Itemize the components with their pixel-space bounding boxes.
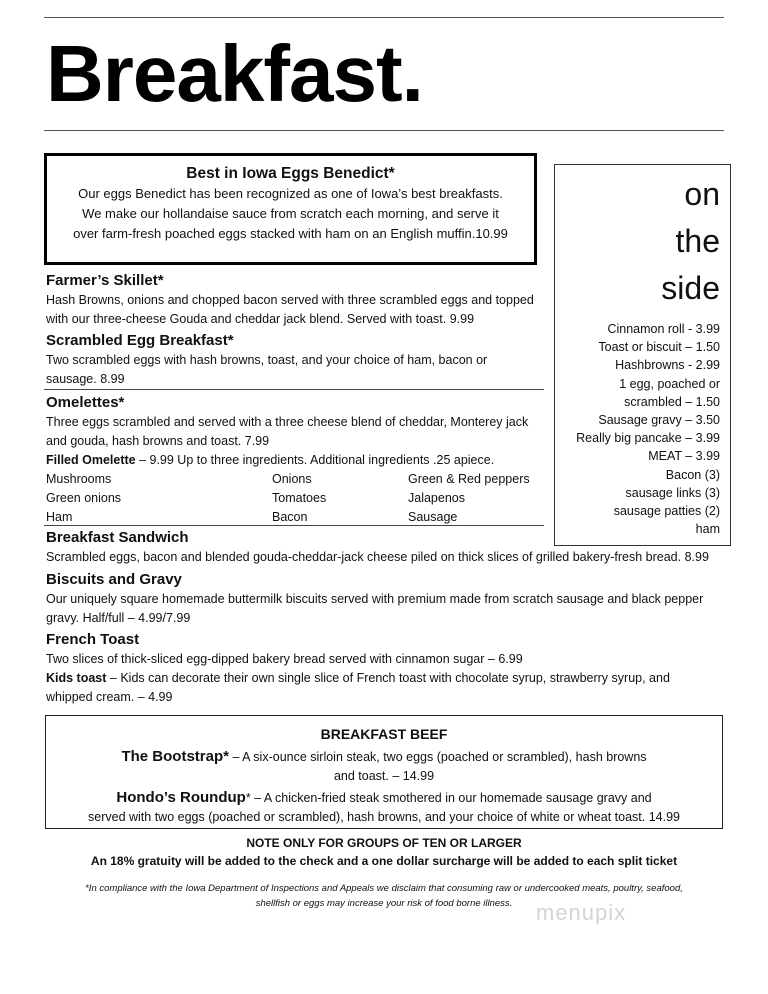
- side-item: Toast or biscuit – 1.50: [598, 340, 720, 355]
- side-item: 1 egg, poached or: [619, 376, 720, 391]
- hondo-desc: served with two eggs (poached or scrambled), hash browns, and your choice of white or wheat toast. 14.99: [88, 810, 680, 824]
- disclaimer-line: shellfish or eggs may increase your risk of food borne illness.: [255, 898, 513, 909]
- side-item: Really big pancake – 3.99: [576, 431, 720, 446]
- side-item: ham: [695, 522, 720, 537]
- biscuits-section: [46, 570, 736, 628]
- benedict-line: We make our hollandaise sauce from scratch each morning, and serve it: [82, 206, 499, 221]
- hondo-desc: * – A chicken-fried steak smothered in our homemade sausage gravy and: [245, 791, 652, 805]
- filled-omelette-label: Filled Omelette: [46, 453, 136, 467]
- disclaimer: [20, 881, 748, 911]
- ingredient: Green & Red peppers: [408, 472, 530, 486]
- omelettes-section: [46, 393, 546, 527]
- beef-heading: BREAKFAST BEEF: [320, 726, 448, 742]
- scrambled-heading: Scrambled Egg Breakfast*: [46, 332, 234, 349]
- french-toast-section: [46, 630, 736, 707]
- sandwich-heading: Breakfast Sandwich: [46, 529, 189, 546]
- omelettes-line: Three eggs scrambled and served with a three cheese blend of cheddar, Monterey jack: [46, 415, 529, 429]
- on-the-side-box: [554, 164, 731, 546]
- scrambled-section: [46, 331, 546, 389]
- side-item: Sausage gravy – 3.50: [598, 413, 720, 428]
- skillet-section: [46, 271, 546, 329]
- scrambled-line: sausage. 8.99: [46, 372, 125, 386]
- note-line: NOTE ONLY FOR GROUPS OF TEN OR LARGER: [246, 836, 522, 850]
- note-line: An 18% gratuity will be added to the check and a one dollar surcharge will be added to each split ticket: [90, 854, 678, 868]
- french-toast-heading: French Toast: [46, 631, 140, 648]
- omelette-top-rule: [44, 389, 544, 390]
- page-title: Breakfast.: [46, 29, 423, 118]
- scrambled-line: Two scrambled eggs with hash browns, toast, and your choice of ham, bacon or: [46, 353, 488, 367]
- ingredient: Sausage: [408, 510, 458, 524]
- side-heading: [555, 171, 720, 312]
- side-item: sausage links (3): [625, 485, 720, 500]
- bootstrap-desc: and toast. – 14.99: [333, 769, 435, 783]
- side-item: Bacon (3): [665, 467, 720, 482]
- title-rule: [44, 130, 724, 131]
- kids-toast: [46, 669, 736, 688]
- ingredient: Ham: [46, 510, 73, 524]
- group-notes: [0, 834, 768, 870]
- biscuits-heading: Biscuits and Gravy: [46, 571, 182, 588]
- kids-toast-label: Kids toast: [46, 671, 107, 685]
- hondo-item: [46, 788, 722, 808]
- ingredient-row: [46, 489, 546, 508]
- ingredient: Jalapenos: [408, 491, 465, 505]
- french-toast-text: Two slices of thick-sliced egg-dipped bakery bread served with cinnamon sugar – 6.99: [46, 652, 523, 666]
- omelettes-line: and gouda, hash browns and toast. 7.99: [46, 434, 270, 448]
- kids-toast-text: – Kids can decorate their own single slice of French toast with chocolate syrup, strawberry syrup, and: [106, 671, 670, 685]
- side-heading-word: the: [675, 223, 720, 259]
- bootstrap-name: The Bootstrap*: [121, 748, 229, 765]
- sandwich-text: Scrambled eggs, bacon and blended gouda-cheddar-jack cheese piled on thick slices of grilled bakery-fresh bread. 8.99: [46, 550, 709, 564]
- breakfast-beef-box: [45, 715, 723, 829]
- disclaimer-line: *In compliance with the Iowa Department of Inspections and Appeals we disclaim that consuming raw or undercooked meats, poultry, seafood,: [85, 883, 683, 894]
- bootstrap-item: [46, 747, 722, 767]
- side-item: Cinnamon roll - 3.99: [607, 322, 720, 336]
- ingredient: Mushrooms: [46, 472, 112, 486]
- ingredient: Tomatoes: [272, 491, 327, 505]
- omelette-bottom-rule: [44, 525, 544, 526]
- side-heading-word: side: [661, 270, 720, 306]
- side-item: scrambled – 1.50: [624, 394, 720, 409]
- biscuits-line: Our uniquely square homemade buttermilk biscuits served with premium made from scratch sausage and black pepper: [46, 592, 704, 606]
- ingredient: Green onions: [46, 491, 122, 505]
- ingredient: Bacon: [272, 510, 308, 524]
- side-item: sausage patties (2): [613, 504, 720, 519]
- skillet-line: with our three-cheese Gouda and cheddar jack blend. Served with toast. 9.99: [46, 312, 475, 326]
- watermark: menupix: [536, 900, 627, 925]
- biscuits-line: gravy. Half/full – 4.99/7.99: [46, 611, 191, 625]
- side-item: Hashbrowns - 2.99: [615, 358, 720, 373]
- skillet-line: Hash Browns, onions and chopped bacon served with three scrambled eggs and topped: [46, 293, 534, 307]
- side-items: [555, 320, 720, 538]
- side-item: MEAT – 3.99: [648, 449, 720, 464]
- bootstrap-desc: – A six-ounce sirloin steak, two eggs (poached or scrambled), hash browns: [228, 750, 647, 764]
- omelettes-heading: Omelettes*: [46, 394, 125, 411]
- filled-omelette: [46, 451, 546, 470]
- filled-omelette-text: – 9.99 Up to three ingredients. Additional ingredients .25 apiece.: [135, 453, 495, 467]
- ingredient: Onions: [272, 472, 312, 486]
- benedict-line: Our eggs Benedict has been recognized as one of Iowa’s best breakfasts.: [78, 186, 503, 201]
- benedict-box: [44, 153, 537, 265]
- sandwich-section: [46, 528, 736, 567]
- kids-toast-text: whipped cream. – 4.99: [46, 690, 173, 704]
- hondo-name: Hondo’s Roundup: [116, 789, 246, 806]
- benedict-line: over farm-fresh poached eggs stacked with ham on an English muffin.10.99: [73, 226, 508, 241]
- benedict-heading: Best in Iowa Eggs Benedict*: [186, 165, 395, 182]
- ingredient-row: [46, 470, 546, 489]
- skillet-heading: Farmer’s Skillet*: [46, 272, 164, 289]
- side-heading-word: on: [684, 176, 720, 212]
- top-rule: [44, 17, 724, 18]
